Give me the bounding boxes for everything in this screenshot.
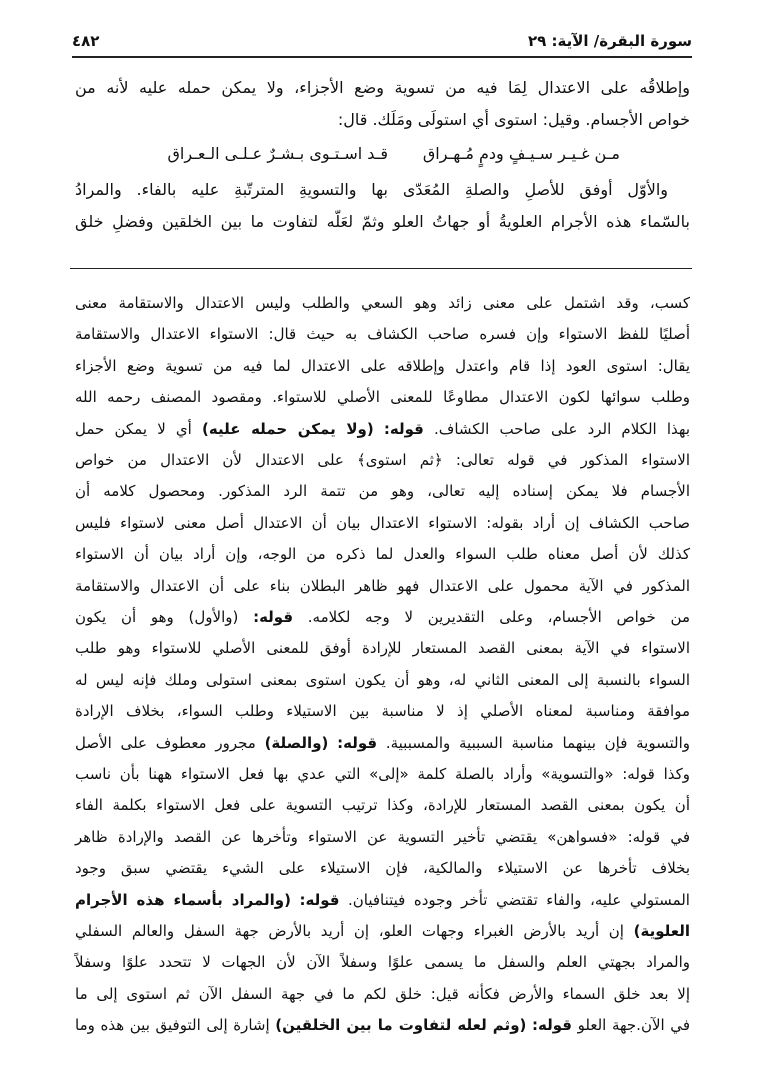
footnote-line — [75, 1012, 690, 1038]
footnote-line — [75, 290, 690, 316]
footnote-line — [75, 949, 690, 975]
bold-quoted-text: قوله: — [299, 890, 340, 909]
footnote-text: وكذا قوله: «والتسوية» وأراد بالصلة كلمة «إلى» التي عدي بها فعل الاستواء ههنا بأن ناسب — [75, 765, 690, 783]
running-header — [72, 30, 692, 58]
footnote-text: وطلب سوائها لكون الاعتدال مطاوعًا للمعنى الأصلي للاستواء. ومقصود المصنف رحمه الله — [75, 388, 690, 407]
footnote-line — [75, 730, 690, 756]
verse-first-hemistich: قـد اسـتـوى بـشـرٌ عـلـى الـعـراق — [167, 144, 388, 163]
bold-quoted-text: (وثم لعله لتفاوت ما بين الخلقين) — [275, 1016, 527, 1035]
footnote-line — [75, 635, 690, 661]
footnote-text: أي لا يمكن حمل — [75, 419, 203, 438]
bold-quoted-text: قوله: — [532, 1016, 572, 1035]
footnote-text: الاستواء في الآية بمعنى القصد المستعار للإرادة أوفق للمعنى الأصلي للاستواء وهو طلب — [75, 639, 690, 658]
footnote-line — [75, 384, 690, 410]
main-text-line: والأوّل أوفق للأصلِ والصلةِ المُعَدّى بها والتسويةِ المترتّبةِ عليه بالفاء. والمرادُ — [75, 180, 668, 199]
footnote-text: والتسوية فإن بينهما مناسبة السببية والمسببية. — [377, 733, 690, 752]
footnote-separator — [70, 268, 692, 269]
footnote-text: في الآن.جهة العلو — [571, 1016, 690, 1035]
footnote-text: يقال: استوى العود إذا قام واعتدل وإطلاقه على الاعتدال لما فيه من تسوية وضع الأجزاء — [75, 356, 690, 375]
main-text-line: وإطلاقُه على الاعتدال لِمَا فيه من تسوية وضع الأجزاء، ولا يمكن حمله عليه لأنه من — [75, 78, 690, 97]
footnote-text: موافقة ومناسبة لمعناه الأصلي إذ لا مناسبة بين الاستيلاء وطلب السواء، بخلاف الإرادة — [75, 702, 690, 721]
footnote-line — [75, 918, 690, 944]
footnote-text: الاستواء المذكور في قوله تعالى: ﴿ثم استوى﴾ على الاعتدال لأن الاعتدال من خواص — [75, 451, 690, 469]
footnote-line — [75, 855, 690, 881]
footnote-text: إشارة إلى التوفيق بين هذه وما — [75, 1016, 276, 1035]
footnote-line — [75, 761, 690, 787]
footnote-text: مجرور معطوف على الأصل — [75, 733, 265, 752]
page-number: ٤٨٢ — [72, 32, 100, 50]
footnote-text: بهذا الكلام الرد على صاحب الكشاف. — [423, 419, 690, 438]
verse-second-hemistich: مـن غـيـر سـيـفٍ ودمٍ مُـهـراق — [422, 144, 620, 163]
footnote-text: إلا بعد خلق السماء والأرض فكأنه قيل: خلق لكم ما في جهة السفل الآن ثم استوى إلى ما — [75, 984, 690, 1003]
footnote-text: في قوله: «فسواهن» يقتضي تأخير التسوية عن الاستواء وتأخرها عن القصد والإرادة ظاهر — [75, 827, 690, 846]
footnote-text: (والأول) وهو أن يكون — [75, 608, 254, 626]
footnote-line — [75, 447, 690, 473]
footnote-text: إن أريد بالأرض الغبراء وجهات العلو، إن أريد بالأرض جهة السفل والعالم السفلي — [75, 922, 634, 940]
bold-quoted-text: (ولا يمكن حمله عليه) — [202, 419, 374, 438]
footnote-line — [75, 478, 690, 504]
bold-quoted-text: قوله: — [337, 733, 378, 752]
footnote-text: أصليًا للفظ الاستواء وإن فسره صاحب الكشاف به حيث قال: الاستواء الاعتدال والاستقامة — [75, 325, 690, 344]
footnote-text: والمراد بجهتي العلم والسفل ما يسمى علوًا وسفلاً الآن لأن الجهات لا تتحدد علوًا وسفلاً — [75, 953, 690, 972]
bold-quoted-text: (والصلة) — [264, 733, 329, 752]
footnote-line — [75, 667, 690, 693]
footnote-text: من خواص الأجسام، وعلى التقديرين لا وجه لكلامه. — [293, 608, 690, 626]
footnote-line — [75, 792, 690, 818]
main-text-line: بالسّماء هذه الأجرام العلويةُ أو جهاتُ العلو وثمّ لعَلّه لتفاوت ما بين الخلقين وفضلِ خلق — [75, 212, 690, 231]
footnote-line — [75, 698, 690, 724]
footnote-text — [328, 734, 337, 752]
footnote-line — [75, 541, 690, 567]
bold-quoted-text: قوله: — [383, 419, 424, 438]
footnote-text: السواء بالنسبة إلى المعنى الثاني له، وهو أن يكون استوى بمعنى استولى وملك فإنه ليس له — [75, 670, 690, 689]
footnote-line — [75, 321, 690, 347]
footnote-line — [75, 510, 690, 536]
footnote-line — [75, 981, 690, 1007]
bold-quoted-text: العلوية) — [633, 922, 690, 940]
running-title: سورة البقرة/ الآية: ٢٩ — [527, 32, 692, 50]
footnote-line — [75, 604, 690, 630]
footnote-text: الأجسام فلا يمكن إسناده إليه تعالى، وهو من تتمة الرد المذكور. ومحصول كلامه أن — [75, 482, 690, 501]
footnote-text — [374, 420, 384, 438]
footnote-text: المذكور في الآية محمول على الاعتدال فهو ظاهر البطلان بناء على أن الاعتدال والاستقامة — [75, 576, 690, 595]
footnote-line — [75, 824, 690, 850]
footnote-text: كذلك لأن أصل معناه طلب السواء والعدل لما ذكره من الوجه، وإن أراد بيان أن الاستواء — [75, 545, 690, 564]
footnote-text: أن يكون بمعنى القصد المستعار للإرادة، وكذا ترتيب التسوية على فعل الاستواء بكلمة الفاء — [75, 796, 690, 815]
footnote-line — [75, 353, 690, 379]
footnote-text: كسب، وقد اشتمل على معنى زائد وهو السعي والطلب وليس الاعتدال والاستقامة معنى — [75, 294, 690, 312]
bold-quoted-text: (والمراد بأسماء هذه الأجرام — [75, 890, 291, 909]
footnote-line — [75, 416, 690, 442]
footnote-text: صاحب الكشاف إن أراد بقوله: الاستواء الاعتدال بيان أن الاعتدال أصل معنى لاستواء فليس — [75, 513, 690, 532]
bold-quoted-text: قوله: — [253, 608, 294, 626]
footnote-text: بخلاف تأخرها عن الاستيلاء والمالكية، فإن الاستيلاء على الشيء يقتضي سبق وجود — [75, 859, 690, 878]
footnote-line — [75, 573, 690, 599]
footnote-text: المستولي عليه، والفاء تقتضي تأخر وجوده فيتنافيان. — [339, 890, 690, 909]
main-text-line: خواص الأجسام. وقيل: استوى أي استولَى ومَلَك. قال: — [337, 110, 690, 129]
footnote-line — [75, 887, 690, 913]
